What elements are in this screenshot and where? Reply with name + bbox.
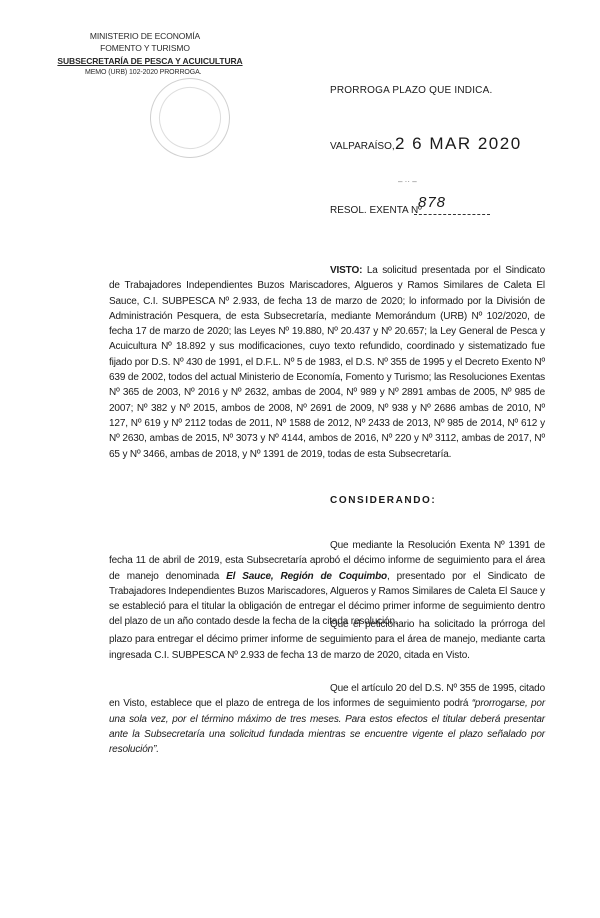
considerando-heading: CONSIDERANDO: <box>330 495 437 506</box>
c3-quote: “prorrogarse, por una sola vez, por el término máximo de tres meses. Para estos efectos el titular deberá presentar ante la Subsecretaría una solicitud fundada mientras se encuentre vigente el plazo señalado por resolución”. <box>109 698 545 756</box>
c1-text-b: , presentado por el Sindicato de Trabajadores Independientes Buzos Mariscadores, Algueros y Ramos Similares de Caleta El Sauce y se estableció para el titular la obligación de entregar el décimo primer informe de seguimiento dentro del plazo de un año contado desde la fecha de la citada resolución. <box>109 570 546 628</box>
c1-text-a: Que mediante la Resolución Exenta Nº 1391 de fecha 11 de abril de 2019, esta Subsecretaría aprobó el décimo informe de seguimiento para el área de manejo denominada <box>109 540 545 582</box>
resolution-label: RESOL. EXENTA Nº <box>330 205 422 216</box>
visto-label: VISTO: <box>330 265 363 276</box>
considerando-paragraph-2 <box>109 617 545 663</box>
handwritten-marks: – ·· – <box>398 177 417 186</box>
c2-text: Que el peticionario ha solicitado la prórroga del plazo para entregar el décimo primer informe de seguimiento para el área de manejo, mediante carta ingresada C.I. SUBPESCA Nº 2.933 de fecha 13 de marzo de 2020, citada en Visto. <box>109 619 545 661</box>
considerando-paragraph-1 <box>109 538 545 630</box>
c3-text-a: Que el artículo 20 del D.S. Nº 355 de 1995, citado en Visto, establece que el plazo de entrega de los informes de seguimiento podrá <box>109 683 545 710</box>
stamp-inner-ring <box>151 79 229 157</box>
resolution-number-field <box>414 194 490 215</box>
subsecretariat-name: SUBSECRETARÍA DE PESCA Y ACUICULTURA <box>57 56 243 66</box>
ministry-subtitle: FOMENTO Y TURISMO <box>100 43 190 53</box>
considerando-paragraph-3 <box>109 681 545 757</box>
resolution-number: 878 <box>418 194 447 211</box>
date-stamp: 2 6 MAR 2020 <box>395 134 522 153</box>
place-label: VALPARAÍSO, <box>330 141 395 152</box>
office-stamp <box>140 68 241 169</box>
visto-text: La solicitud presentada por el Sindicato de Trabajadores Independientes Buzos Mariscadores, Algueros y Ramos Similares de Caleta El Sauce, C.I. SUBPESCA Nº 2.933, de fecha 13 de marzo de 2020; lo informado por la División de Administración Pesquera, de esta Subsecretaría, mediante Memorándum (URB) Nº 102/2020, de fecha 17 de marzo de 2020; las Leyes Nº 19.880, Nº 20.437 y Nº 20.657; la Ley General de Pesca y Acuicultura Nº 18.892 y sus modificaciones, cuyo texto refundido, coordinado y sistematizado fue fijado por D.S. Nº 430 de 1991, el D.F.L. Nº 5 de 1983, el D.S. Nº 355 de 1995 y el Decreto Exento Nº 639 de 2002, todos del actual Ministerio de Economía, Fomento y Turismo; las Resoluciones Exentas Nº 365 de 2003, Nº 2016 y Nº 2632, ambas de 2004, Nº 989 y Nº 2891 ambas de 2005, Nº 985 de 2007; Nº 382 y Nº 2015, ambos de 2008, Nº 2691 de 2009, Nº 938 y Nº 2686 ambas de 2010, Nº 127, Nº 619 y Nº 2112 todas de 2011, Nº 1588 de 2012, Nº 2433 de 2013, Nº 985 de 2014, Nº 612 y Nº 2630, ambas de 2015, Nº 3073 y Nº 4144, ambos de 2016, Nº 220 y Nº 3112, ambas de 2017, Nº 65 y Nº 3466, ambas de 2018, y Nº 1391 de 2019, todas de esta Subsecretaría. <box>109 265 545 460</box>
c1-area-name: El Sauce, Región de Coquimbo <box>226 570 387 582</box>
memo-reference: MEMO (URB) 102-2020 PRORROGA. <box>85 69 202 76</box>
visto-paragraph <box>109 263 545 462</box>
ministry-name: MINISTERIO DE ECONOMÍA <box>89 31 201 41</box>
document-subject: PRORROGA PLAZO QUE INDICA. <box>330 85 493 96</box>
